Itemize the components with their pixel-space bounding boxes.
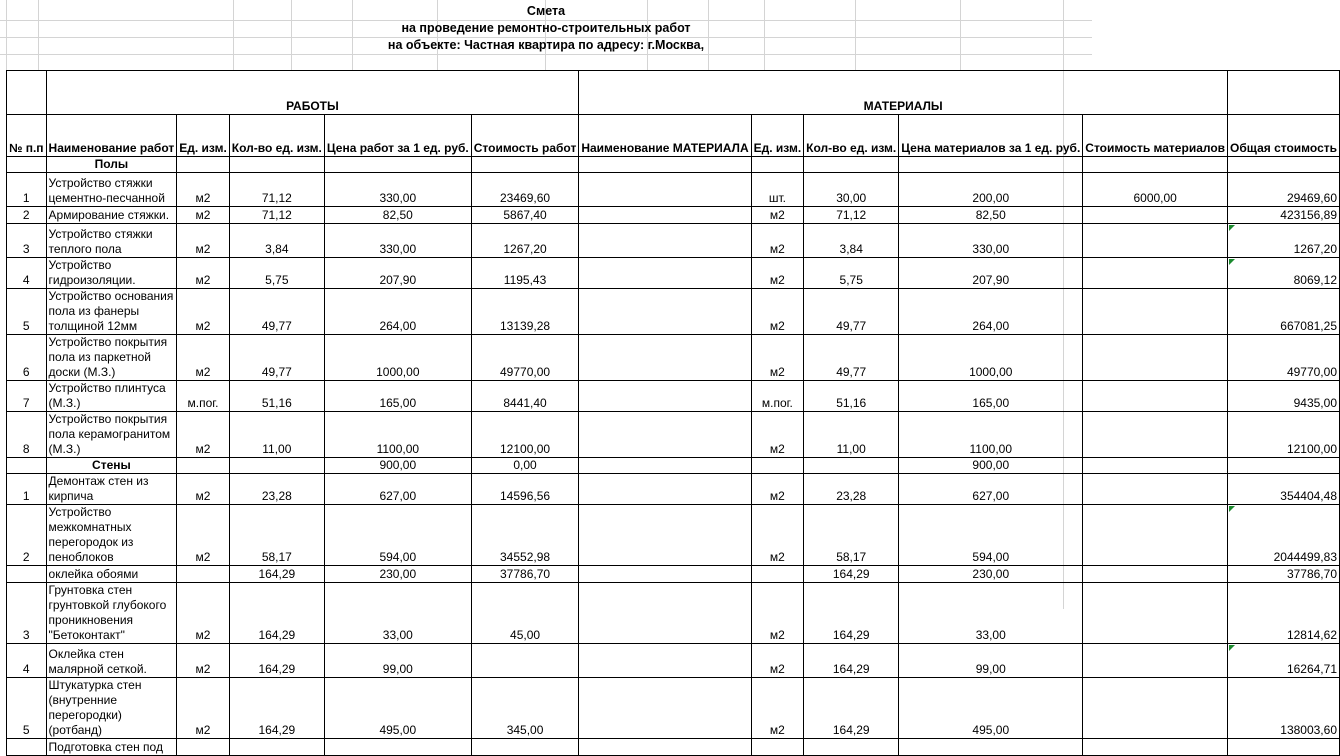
table-cell[interactable]: 8 [7,412,47,458]
table-cell[interactable]: 45,00 [471,583,579,644]
table-cell[interactable]: 51,16 [804,381,899,412]
table-cell[interactable]: 164,29 [229,583,324,644]
table-cell[interactable]: Устройство покрытия пола керамогранитом (М.З.) [46,412,177,458]
cell-comment-indicator-icon [1229,506,1235,512]
table-cell[interactable]: 23,28 [804,474,899,505]
table-cell[interactable]: 49,77 [229,335,324,381]
table-cell[interactable] [229,739,324,756]
table-cell[interactable]: м2 [177,335,230,381]
table-cell[interactable]: 5,75 [229,258,324,289]
table-cell[interactable] [579,412,751,458]
table-cell[interactable]: 1000,00 [899,335,1083,381]
table-cell[interactable]: 4 [7,258,47,289]
table-cell[interactable]: 164,29 [229,644,324,678]
table-cell[interactable]: 1 [7,173,47,207]
table-cell[interactable]: м2 [751,224,804,258]
table-cell[interactable]: 164,29 [804,678,899,739]
table-cell[interactable]: м2 [177,207,230,224]
table-cell[interactable]: 1000,00 [324,335,471,381]
table-cell[interactable]: 164,29 [804,583,899,644]
estimate-object: на объекте: Частная квартира по адресу: г.Москва, [387,38,705,52]
table-cell[interactable] [1083,381,1228,412]
estimate-subtitle: на проведение ремонтно-строительных работ [401,21,691,35]
table-row [7,258,1340,289]
table-cell[interactable]: 165,00 [899,381,1083,412]
table-cell[interactable]: 345,00 [471,678,579,739]
table-row [7,678,1340,739]
table-cell[interactable] [1083,678,1228,739]
table-cell[interactable]: 49770,00 [471,335,579,381]
table-cell[interactable]: 14596,56 [471,474,579,505]
table-cell[interactable]: 330,00 [324,173,471,207]
table-cell[interactable]: 495,00 [899,678,1083,739]
table-cell[interactable]: 23469,60 [471,173,579,207]
table-cell[interactable]: 82,50 [324,207,471,224]
table-cell[interactable] [579,739,751,756]
table-cell[interactable]: м2 [177,505,230,566]
column-header[interactable]: Кол-во ед. изм. [229,115,324,157]
table-cell[interactable]: 3 [7,583,47,644]
table-cell[interactable] [471,739,579,756]
estimate-title: Смета [526,4,566,18]
table-cell[interactable]: 71,12 [229,207,324,224]
table-cell[interactable]: 1267,20 [471,224,579,258]
table-cell[interactable]: 33,00 [899,583,1083,644]
table-row [7,644,1340,678]
table-cell[interactable]: м2 [177,224,230,258]
table-cell[interactable]: 2044499,83 [1228,505,1340,566]
group-header-row [7,71,1340,115]
table-cell[interactable] [177,157,230,173]
table-cell[interactable]: 3,84 [229,224,324,258]
table-cell[interactable]: 900,00 [324,458,471,474]
table-cell[interactable] [579,583,751,644]
table-cell[interactable]: 49,77 [229,289,324,335]
table-cell[interactable]: 0,00 [471,458,579,474]
table-cell[interactable]: 594,00 [324,505,471,566]
table-cell[interactable]: 164,29 [229,678,324,739]
table-cell[interactable] [177,458,230,474]
table-cell[interactable]: м2 [751,258,804,289]
table-cell[interactable]: м2 [177,474,230,505]
table-cell[interactable]: 207,90 [324,258,471,289]
table-cell[interactable]: 16264,71 [1228,644,1340,678]
table-cell[interactable]: Армирование стяжки. [46,207,177,224]
table-cell[interactable]: 264,00 [899,289,1083,335]
table-cell[interactable]: 164,29 [804,566,899,583]
section-label[interactable]: Стены [46,458,177,474]
section-row [7,458,1340,474]
table-cell[interactable] [1228,458,1340,474]
table-cell[interactable]: 1100,00 [899,412,1083,458]
table-cell[interactable]: 1195,43 [471,258,579,289]
table-cell[interactable]: м2 [751,289,804,335]
table-cell[interactable] [471,644,579,678]
table-cell[interactable]: 900,00 [899,458,1083,474]
table-cell[interactable] [1083,458,1228,474]
table-cell[interactable]: 29469,60 [1228,173,1340,207]
table-cell[interactable]: Подготовка стен под [46,739,177,756]
estimate-table [6,70,1340,756]
table-cell[interactable] [579,458,751,474]
table-cell[interactable]: 594,00 [899,505,1083,566]
table-cell[interactable]: м2 [751,207,804,224]
table-cell[interactable]: 12100,00 [471,412,579,458]
table-cell[interactable] [177,566,230,583]
table-cell[interactable] [1083,644,1228,678]
table-cell[interactable] [1083,412,1228,458]
table-cell[interactable]: 6 [7,335,47,381]
table-cell[interactable] [1083,505,1228,566]
table-row [7,224,1340,258]
table-row [7,207,1340,224]
table-cell[interactable] [579,157,751,173]
table-row [7,505,1340,566]
table-cell[interactable]: 5 [7,678,47,739]
table-cell[interactable]: 58,17 [804,505,899,566]
section-label[interactable]: Полы [46,157,177,173]
cell-comment-indicator-icon [1229,225,1235,231]
table-cell[interactable] [751,458,804,474]
table-cell[interactable]: м2 [177,412,230,458]
table-row [7,583,1340,644]
table-cell[interactable]: 5 [7,289,47,335]
table-cell[interactable]: шт. [751,173,804,207]
materials-group-header[interactable]: МАТЕРИАЛЫ [579,71,1228,115]
table-cell[interactable]: Оклейка стен малярной сеткой. [46,644,177,678]
table-cell[interactable]: 49,77 [804,289,899,335]
column-header[interactable]: Общая стоимость [1228,115,1340,157]
table-cell[interactable]: м2 [177,644,230,678]
table-cell[interactable]: 423156,89 [1228,207,1340,224]
table-cell[interactable]: Устройство основания пола из фанеры толщиной 12мм [46,289,177,335]
table-cell[interactable] [804,458,899,474]
table-cell[interactable]: Грунтовка стен грунтовкой глубокого проникновения "Бетоконтакт" [46,583,177,644]
table-cell[interactable] [1228,739,1340,756]
table-row [7,474,1340,505]
table-cell[interactable]: 11,00 [229,412,324,458]
table-cell[interactable] [1083,335,1228,381]
table-cell[interactable]: 667081,25 [1228,289,1340,335]
table-cell[interactable] [177,739,230,756]
table-cell[interactable] [229,157,324,173]
table-cell[interactable]: м.пог. [177,381,230,412]
table-cell[interactable] [1083,566,1228,583]
column-header[interactable]: № п.п [7,115,47,157]
column-header[interactable]: Наименование работ [46,115,177,157]
table-cell[interactable]: 2 [7,505,47,566]
table-cell[interactable]: 627,00 [324,474,471,505]
table-cell[interactable] [579,381,751,412]
table-cell[interactable]: оклейка обоями [46,566,177,583]
table-cell[interactable]: Устройство межкомнатных перегородок из пеноблоков [46,505,177,566]
table-cell[interactable] [1228,157,1340,173]
table-cell[interactable] [751,739,804,756]
table-cell[interactable]: м2 [177,173,230,207]
table-cell[interactable] [1083,583,1228,644]
table-cell[interactable]: 1267,20 [1228,224,1340,258]
table-cell[interactable] [579,224,751,258]
table-cell[interactable]: 8441,40 [471,381,579,412]
column-header[interactable]: Цена материалов за 1 ед. руб. [899,115,1083,157]
table-cell[interactable]: 230,00 [324,566,471,583]
table-cell[interactable]: м2 [177,289,230,335]
table-cell[interactable]: 9435,00 [1228,381,1340,412]
table-row [7,566,1340,583]
table-cell[interactable]: 23,28 [229,474,324,505]
table-cell[interactable]: 230,00 [899,566,1083,583]
table-cell[interactable]: 33,00 [324,583,471,644]
table-cell[interactable]: м2 [751,583,804,644]
table-cell[interactable] [1083,289,1228,335]
table-cell[interactable]: Устройство стяжки теплого пола [46,224,177,258]
table-cell[interactable]: м2 [751,678,804,739]
table-cell[interactable]: м2 [751,644,804,678]
table-cell[interactable]: 207,90 [899,258,1083,289]
table-cell[interactable] [751,566,804,583]
table-cell[interactable] [1083,739,1228,756]
table-row [7,412,1340,458]
table-cell[interactable]: 99,00 [899,644,1083,678]
table-cell[interactable] [579,289,751,335]
table-cell[interactable] [7,458,47,474]
table-cell[interactable]: 12100,00 [1228,412,1340,458]
table-cell[interactable]: 138003,60 [1228,678,1340,739]
table-cell[interactable]: 264,00 [324,289,471,335]
table-row [7,289,1340,335]
table-cell[interactable] [579,207,751,224]
table-cell[interactable] [579,335,751,381]
table-cell[interactable]: м2 [177,258,230,289]
table-row [7,739,1340,756]
column-header[interactable]: Ед. изм. [751,115,804,157]
column-header-row [7,115,1340,157]
table-cell[interactable]: 13139,28 [471,289,579,335]
section-row [7,157,1340,173]
column-header[interactable]: Ед. изм. [177,115,230,157]
table-row [7,173,1340,207]
table-row [7,335,1340,381]
table-cell[interactable] [579,505,751,566]
table-cell[interactable] [751,157,804,173]
works-group-header[interactable]: РАБОТЫ [46,71,579,115]
table-cell[interactable]: 37786,70 [471,566,579,583]
column-header[interactable]: Стоимость материалов [1083,115,1228,157]
table-cell[interactable]: Устройство стяжки цементно-песчанной [46,173,177,207]
table-cell[interactable]: 3 [7,224,47,258]
table-cell[interactable] [471,157,579,173]
table-cell[interactable]: 330,00 [899,224,1083,258]
table-cell[interactable]: 99,00 [324,644,471,678]
table-cell[interactable]: 164,29 [804,644,899,678]
table-cell[interactable] [899,739,1083,756]
table-cell[interactable] [804,739,899,756]
table-cell[interactable]: 164,29 [229,566,324,583]
table-cell[interactable] [7,157,47,173]
table-cell[interactable]: 11,00 [804,412,899,458]
table-cell[interactable]: Демонтаж стен из кирпича [46,474,177,505]
table-cell[interactable] [579,644,751,678]
table-cell[interactable]: 165,00 [324,381,471,412]
table-cell[interactable]: 7 [7,381,47,412]
table-cell[interactable]: 51,16 [229,381,324,412]
column-header[interactable]: Цена работ за 1 ед. руб. [324,115,471,157]
table-cell[interactable]: м.пог. [751,381,804,412]
table-cell[interactable]: 71,12 [229,173,324,207]
table-cell[interactable] [324,739,471,756]
table-cell[interactable] [324,157,471,173]
table-cell[interactable]: 37786,70 [1228,566,1340,583]
table-cell[interactable]: 6000,00 [1083,173,1228,207]
table-cell[interactable]: м2 [177,583,230,644]
column-header[interactable]: Наименование МАТЕРИАЛА [579,115,751,157]
table-cell[interactable]: 82,50 [899,207,1083,224]
table-cell[interactable] [1083,224,1228,258]
table-cell[interactable] [579,173,751,207]
table-cell[interactable]: м2 [751,335,804,381]
table-cell[interactable]: Штукатурка стен (внутренние перегородки) (ротбанд) [46,678,177,739]
table-cell[interactable] [579,258,751,289]
table-cell[interactable]: 58,17 [229,505,324,566]
table-cell[interactable]: м2 [751,474,804,505]
cell-comment-indicator-icon [1229,645,1235,651]
table-cell[interactable]: 200,00 [899,173,1083,207]
table-cell[interactable]: м2 [751,412,804,458]
table-cell[interactable]: 495,00 [324,678,471,739]
table-cell[interactable] [579,678,751,739]
table-row [7,381,1340,412]
table-cell[interactable]: 49,77 [804,335,899,381]
table-cell[interactable]: 3,84 [804,224,899,258]
table-cell[interactable]: 12814,62 [1228,583,1340,644]
table-cell[interactable] [229,458,324,474]
table-cell[interactable]: м2 [751,505,804,566]
table-cell[interactable]: 8069,12 [1228,258,1340,289]
cell-comment-indicator-icon [1229,259,1235,265]
table-cell[interactable]: Устройство плинтуса (М.З.) [46,381,177,412]
table-cell[interactable]: 330,00 [324,224,471,258]
table-cell[interactable]: 2 [7,207,47,224]
table-cell[interactable] [1083,207,1228,224]
table-cell[interactable]: 354404,48 [1228,474,1340,505]
table-cell[interactable] [804,157,899,173]
table-cell[interactable] [7,566,47,583]
table-cell[interactable] [7,739,47,756]
table-cell[interactable]: 1100,00 [324,412,471,458]
table-cell[interactable]: 71,12 [804,207,899,224]
table-cell[interactable] [1083,258,1228,289]
table-cell[interactable] [899,157,1083,173]
table-cell[interactable]: 30,00 [804,173,899,207]
table-cell[interactable]: 49770,00 [1228,335,1340,381]
column-header[interactable]: Стоимость работ [471,115,579,157]
table-cell[interactable]: 1 [7,474,47,505]
table-cell[interactable]: м2 [177,678,230,739]
table-cell[interactable]: 627,00 [899,474,1083,505]
table-cell[interactable] [1083,157,1228,173]
table-cell[interactable]: Устройство покрытия пола из паркетной доски (М.З.) [46,335,177,381]
table-cell[interactable] [579,566,751,583]
table-cell[interactable]: 5867,40 [471,207,579,224]
table-cell[interactable] [1083,474,1228,505]
column-header[interactable]: Кол-во ед. изм. [804,115,899,157]
table-cell[interactable]: 4 [7,644,47,678]
table-cell[interactable] [579,474,751,505]
table-cell[interactable]: 5,75 [804,258,899,289]
table-cell[interactable]: Устройство гидроизоляции. [46,258,177,289]
table-cell[interactable]: 34552,98 [471,505,579,566]
